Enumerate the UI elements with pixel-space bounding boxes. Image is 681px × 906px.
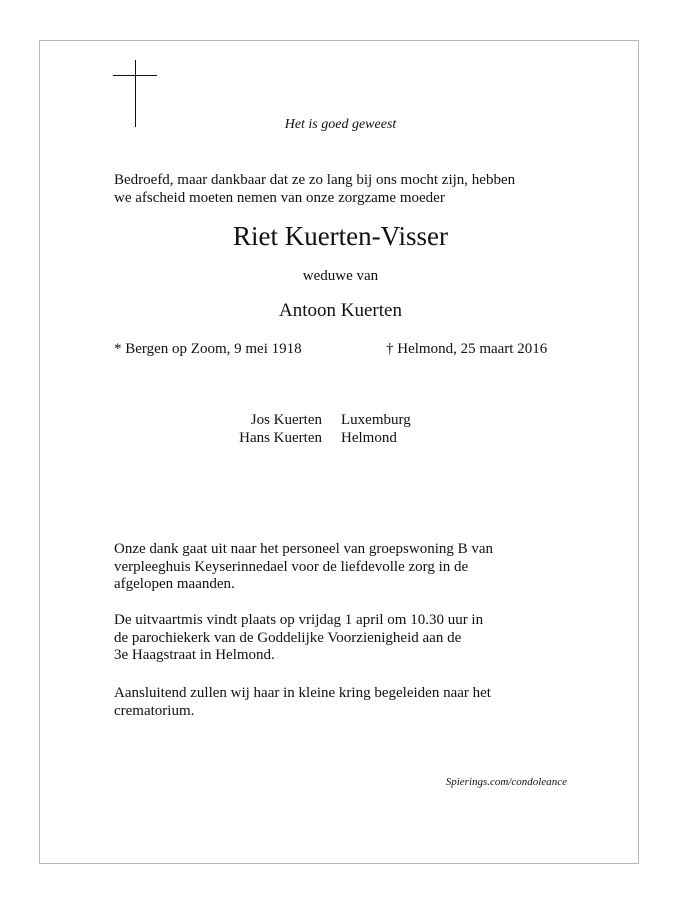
intro-line: Bedroefd, maar dankbaar dat ze zo lang bij ons mocht zijn, hebben xyxy=(114,172,516,188)
motto-text: Het is goed geweest xyxy=(284,117,397,132)
intro-paragraph xyxy=(114,172,584,207)
spouse-name: Antoon Kuerten xyxy=(279,300,402,321)
thanks-line: verpleeghuis Keyserinnedael voor de liefdevolle zorg in de xyxy=(114,558,469,575)
funeral-line: de parochiekerk van de Goddelijke Voorzienigheid aan de xyxy=(114,629,462,646)
condolence-link[interactable]: Spierings.com/condoleance xyxy=(445,776,567,788)
child-row xyxy=(0,430,681,448)
motto xyxy=(0,117,681,133)
cross-icon-horizontal xyxy=(113,75,157,76)
child-place: Luxemburg xyxy=(341,412,411,428)
deceased-name: Riet Kuerten-Visser xyxy=(232,221,449,251)
closing-paragraph xyxy=(114,685,584,720)
funeral-paragraph xyxy=(114,612,584,665)
closing-line: Aansluitend zullen wij haar in kleine kring begeleiden naar het xyxy=(114,685,491,701)
intro-line: we afscheid moeten nemen van onze zorgzame moeder xyxy=(114,189,445,206)
thanks-line: afgelopen maanden. xyxy=(114,576,235,592)
children-list xyxy=(0,412,681,448)
death-info: † Helmond, 25 maart 2016 xyxy=(386,341,548,357)
card-border xyxy=(39,40,639,864)
widow-text: weduwe van xyxy=(302,268,379,284)
birth-info: * Bergen op Zoom, 9 mei 1918 xyxy=(114,341,302,357)
child-place: Helmond xyxy=(341,430,397,446)
funeral-line: De uitvaartmis vindt plaats op vrijdag 1 april om 10.30 uur in xyxy=(114,612,484,628)
child-name: Hans Kuerten xyxy=(239,430,322,446)
child-name: Jos Kuerten xyxy=(250,412,322,428)
closing-line: crematorium. xyxy=(114,702,195,719)
thanks-line: Onze dank gaat uit naar het personeel van groepswoning B van xyxy=(114,541,494,557)
funeral-line: 3e Haagstraat in Helmond. xyxy=(114,647,275,663)
thanks-paragraph xyxy=(114,541,584,594)
child-row xyxy=(0,412,681,430)
